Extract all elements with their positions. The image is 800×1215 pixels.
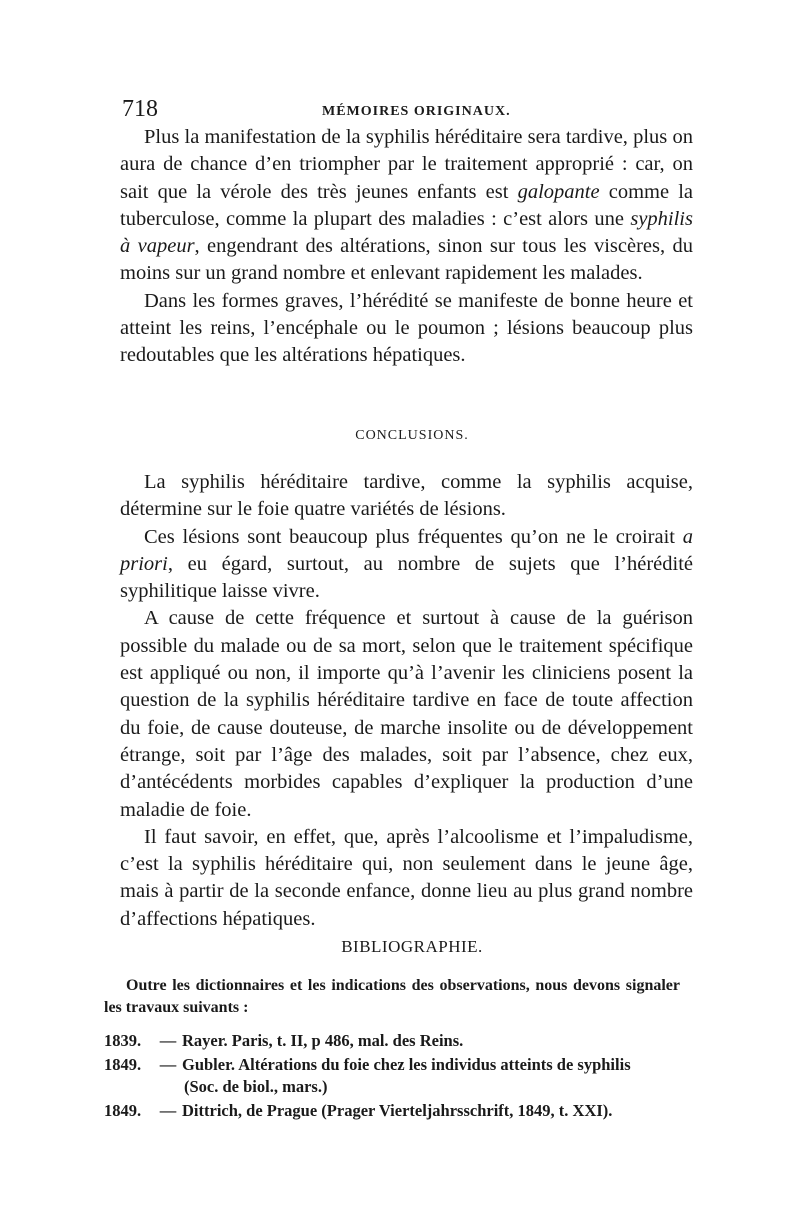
- bibliography-intro: Outre les dictionnaires et les indications des observations, nous devons signaler les travaux suivants :: [104, 977, 680, 1016]
- entry-text: Dittrich, de Prague (Prager Vierteljahrsschrift, 1849, t. XXI).: [182, 1101, 613, 1120]
- text-run: Ces lésions sont beaucoup plus fréquentes qu’on ne le croirait: [144, 525, 683, 548]
- bibliography-list: [104, 1030, 684, 1124]
- entry-continuation: (Soc. de biol., mars.): [184, 1077, 328, 1096]
- entry-text: Gubler. Altérations du foie chez les individus atteints de syphilis: [182, 1055, 631, 1074]
- running-head: [122, 96, 682, 126]
- body-text-conclusions: [120, 469, 693, 933]
- paragraph: [120, 124, 693, 288]
- paragraph: A cause de cette fréquence et surtout à cause de la guérison possible du malade ou de sa mort, selon que le traitement spécifique est appliqué ou non, il importe qu’à l’avenir les cliniciens posent la question de la syphilis héréditaire tardive en face de toute affection du foie, de cause douteuse, de marche insolite ou de développement étrange, soit par l’âge des malades, soit par l’absence, chez eux, d’antécédents morbides capables d’expliquer la production d’une maladie de foie.: [120, 607, 693, 821]
- italic-run: galopante: [517, 180, 600, 203]
- entry-year: 1839.: [104, 1031, 142, 1050]
- bibliography-entry: [104, 1030, 684, 1052]
- bibliography-heading: BIBLIOGRAPHIE.: [341, 937, 483, 956]
- paragraph: Il faut savoir, en effet, que, après l’alcoolisme et l’impaludisme, c’est la syphilis héréditaire qui, non seulement dans le jeune âge, mais à partir de la seconde enfance, donne lieu au plus grand nombre d’affections hépatiques.: [120, 825, 693, 930]
- bibliography-entry: [104, 1054, 684, 1098]
- text-run: , engendrant des altérations, sinon sur tous les viscères, du moins sur un grand nombre et enlevant rapidement les malades.: [120, 235, 693, 285]
- entry-dash: —: [159, 1055, 177, 1074]
- paragraph: Dans les formes graves, l’hérédité se manifeste de bonne heure et atteint les reins, l’encéphale ou le poumon ; lésions beaucoup plus redoutables que les altérations hépatiques.: [120, 289, 693, 367]
- paragraph: [120, 524, 693, 606]
- text-run: , eu égard, surtout, au nombre de sujets que l’hérédité syphilitique laisse vivre.: [120, 552, 693, 603]
- running-title: MÉMOIRES ORIGINAUX.: [322, 104, 511, 119]
- text-run: comme la tuberculose, comme la plupart des maladies : c’est alors une: [120, 180, 693, 230]
- body-text-top: [120, 124, 693, 370]
- entry-dash: —: [159, 1031, 177, 1050]
- italic-run: a priori: [120, 525, 693, 575]
- text-run: Plus la manifestation de la syphilis héréditaire sera tardive, plus on aura de chance d’en triompher par le traitement approprié : car, on sait que la vérole des très jeunes enfants est: [120, 126, 693, 203]
- entry-year: 1849.: [104, 1055, 142, 1074]
- italic-run: syphilis à vapeur: [120, 207, 693, 258]
- entry-text: Rayer. Paris, t. II, p 486, mal. des Reins.: [182, 1031, 464, 1050]
- entry-dash: —: [159, 1101, 177, 1120]
- paragraph: La syphilis héréditaire tardive, comme la syphilis acquise, détermine sur le foie quatre variétés de lésions.: [120, 471, 693, 521]
- entry-year: 1849.: [104, 1101, 142, 1120]
- conclusions-heading: CONCLUSIONS.: [355, 428, 469, 443]
- page-number: 718: [122, 96, 158, 122]
- bibliography-entry: [104, 1100, 684, 1122]
